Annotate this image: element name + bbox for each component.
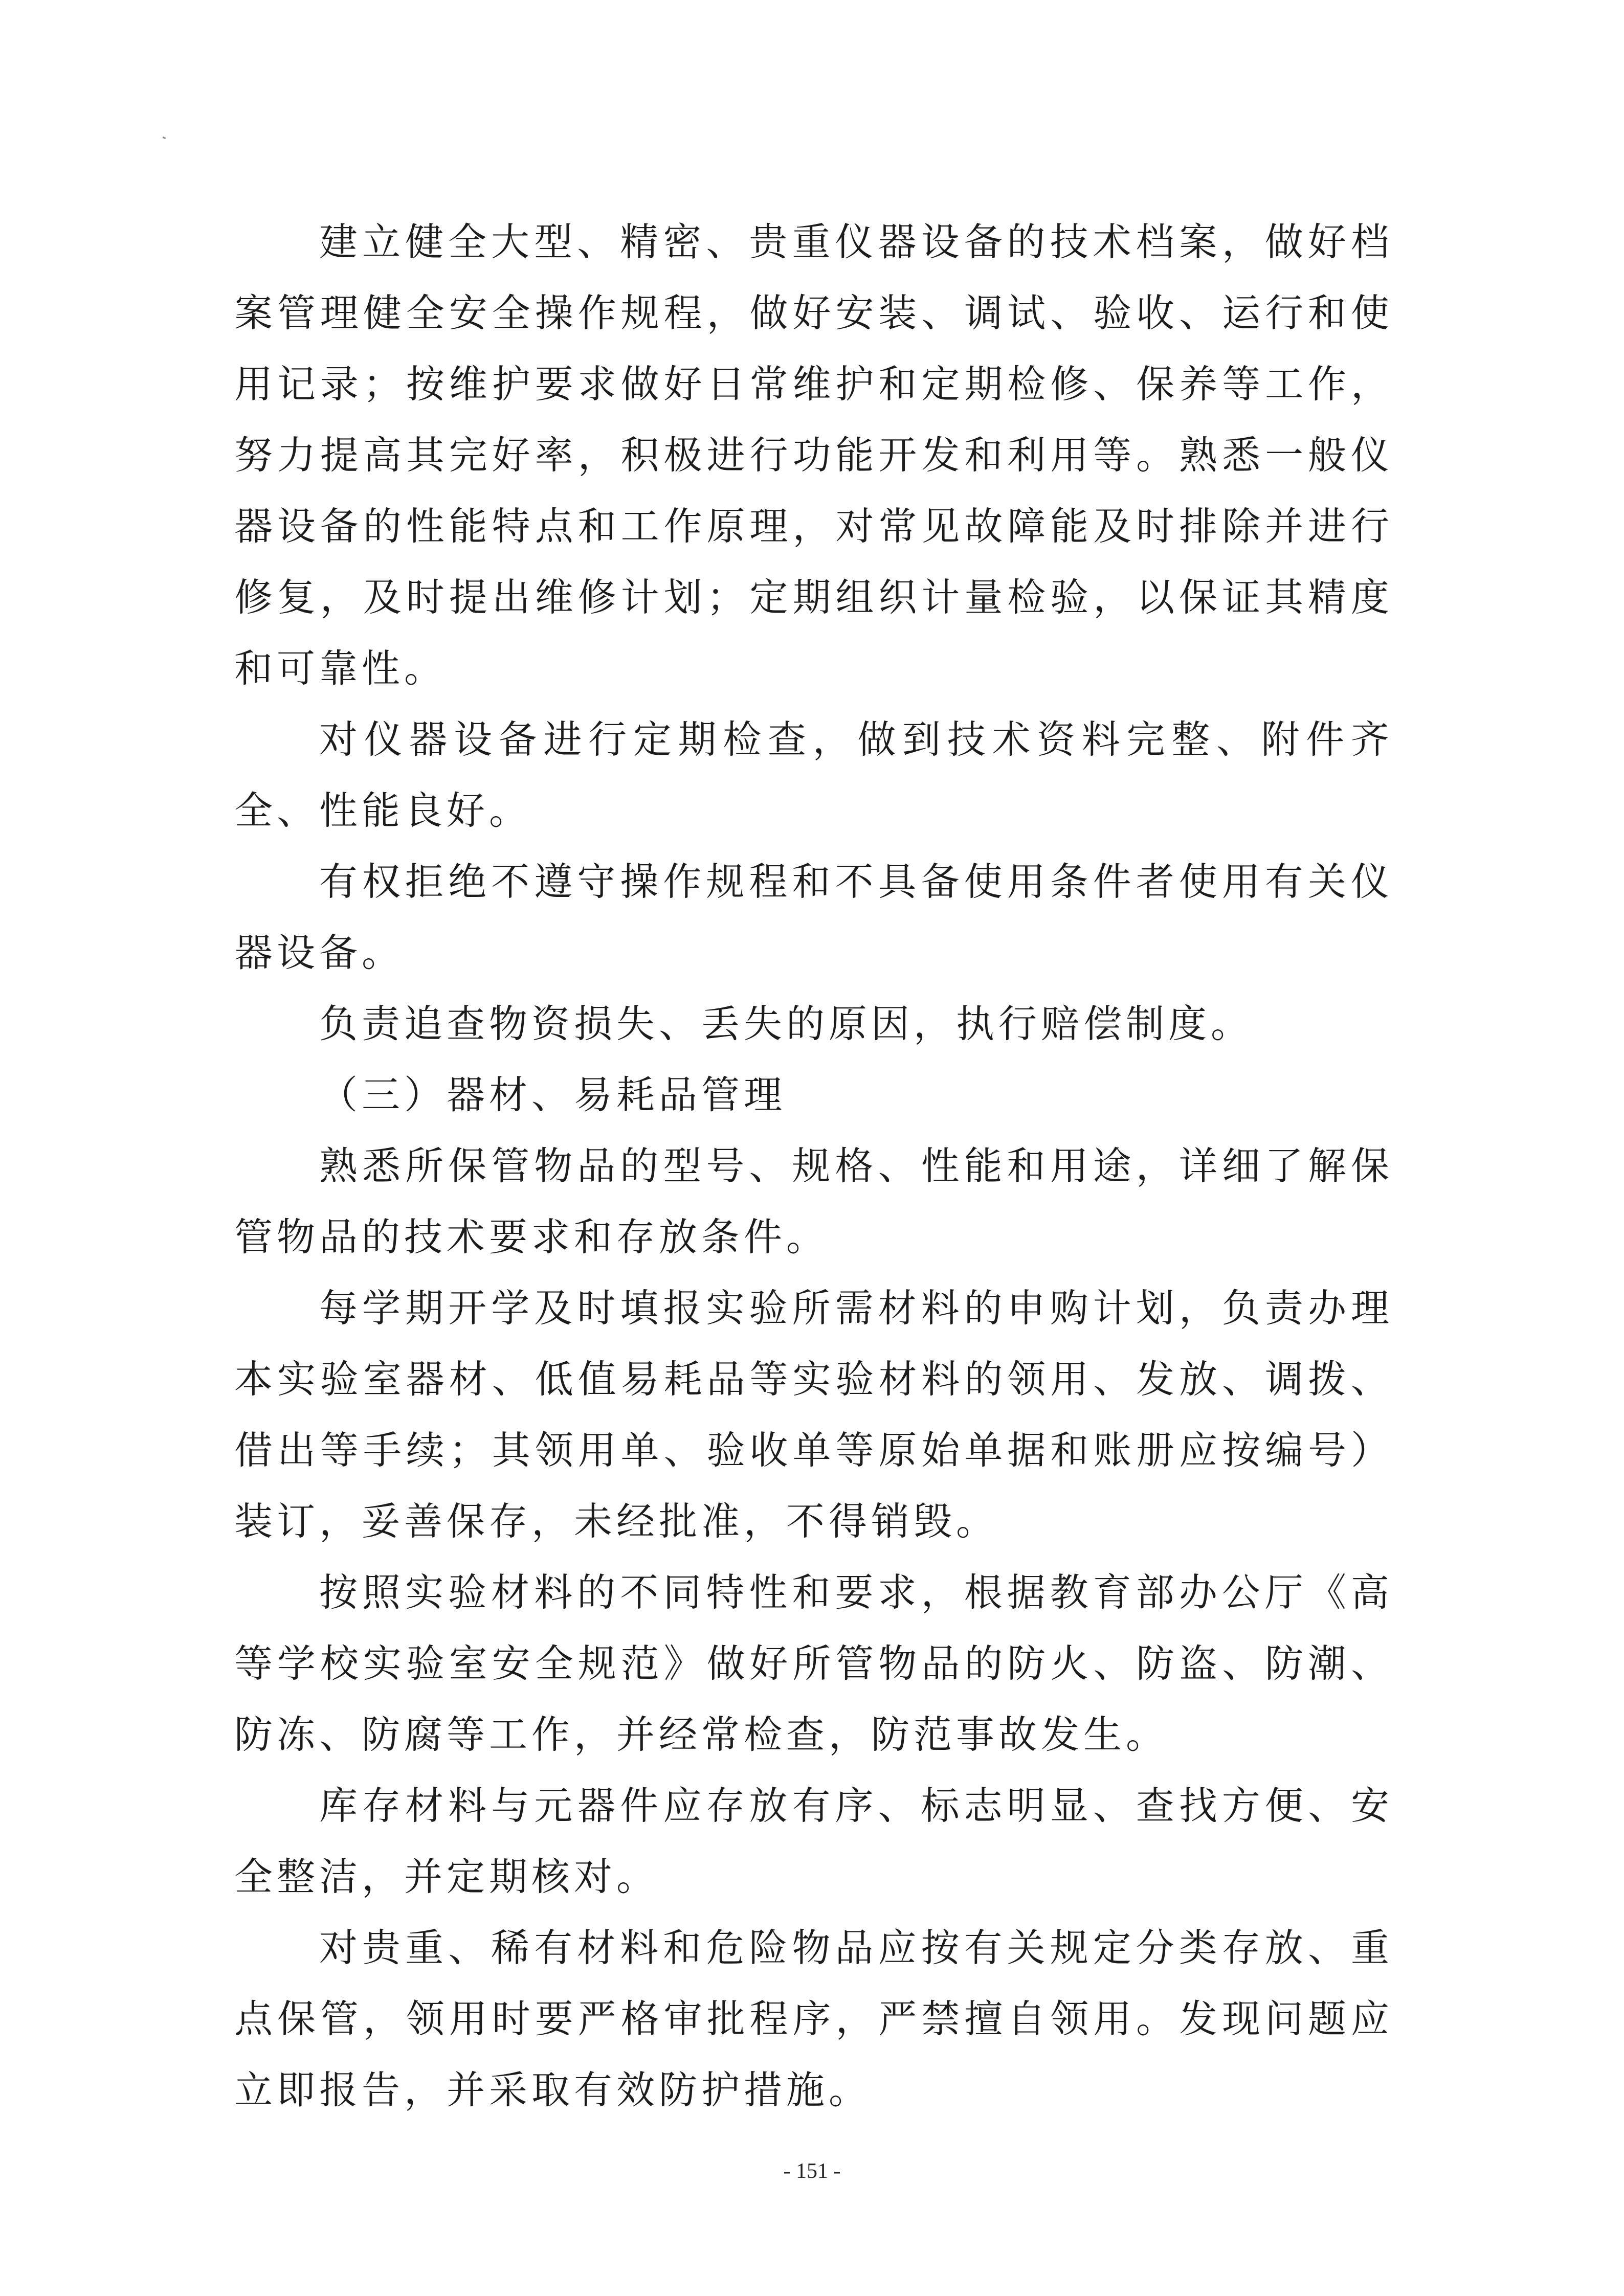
paragraph-valuable-hazardous: 对贵重、稀有材料和危险物品应按有关规定分类存放、重点保管，领用时要严格审批程序，严禁擅自领用。发现问题应立即报告，并采取有效防护措施。 [234, 1925, 1393, 2112]
paragraph-right-to-refuse: 有权拒绝不遵守操作规程和不具备使用条件者使用有关仪器设备。 [234, 859, 1393, 975]
paragraph-know-items: 熟悉所保管物品的型号、规格、性能和用途，详细了解保管物品的技术要求和存放条件。 [234, 1143, 1393, 1259]
paragraph-procurement: 每学期开学及时填报实验所需材料的申购计划，负责办理本实验室器材、低值易耗品等实验材料的领用、发放、调拨、借出等手续；其领用单、验收单等原始单据和账册应按编号）装订，妥善保存，未经批准，不得销毁。 [234, 1286, 1393, 1544]
section-heading-materials: （三）器材、易耗品管理 [319, 1072, 787, 1117]
paragraph-periodic-inspection: 对仪器设备进行定期检查，做到技术资料完整、附件齐全、性能良好。 [234, 717, 1393, 833]
paragraph-inventory-order: 库存材料与元器件应存放有序、标志明显、查找方便、安全整洁，并定期核对。 [234, 1783, 1393, 1899]
document-body [234, 207, 1393, 2126]
paragraph-archive-management: 建立健全大型、精密、贵重仪器设备的技术档案，做好档案管理健全安全操作规程，做好安装、调试、验收、运行和使用记录；按维护要求做好日常维护和定期检修、保养等工作，努力提高其完好率，积极进行功能开发和利用等。熟悉一般仪器设备的性能特点和工作原理，对常见故障能及时排除并进行修复，及时提出维修计划；定期组织计量检验，以保证其精度和可靠性。 [234, 219, 1393, 691]
paragraph-loss-compensation: 负责追查物资损失、丢失的原因，执行赔偿制度。 [319, 1001, 1254, 1046]
page-number: - 151 - [783, 2159, 841, 2183]
scan-artifact-mark [163, 137, 166, 139]
paragraph-safety-storage: 按照实验材料的不同特性和要求，根据教育部办公厅《高等学校实验室安全规范》做好所管物品的防火、防盗、防潮、防冻、防腐等工作，并经常检查，防范事故发生。 [234, 1570, 1393, 1757]
